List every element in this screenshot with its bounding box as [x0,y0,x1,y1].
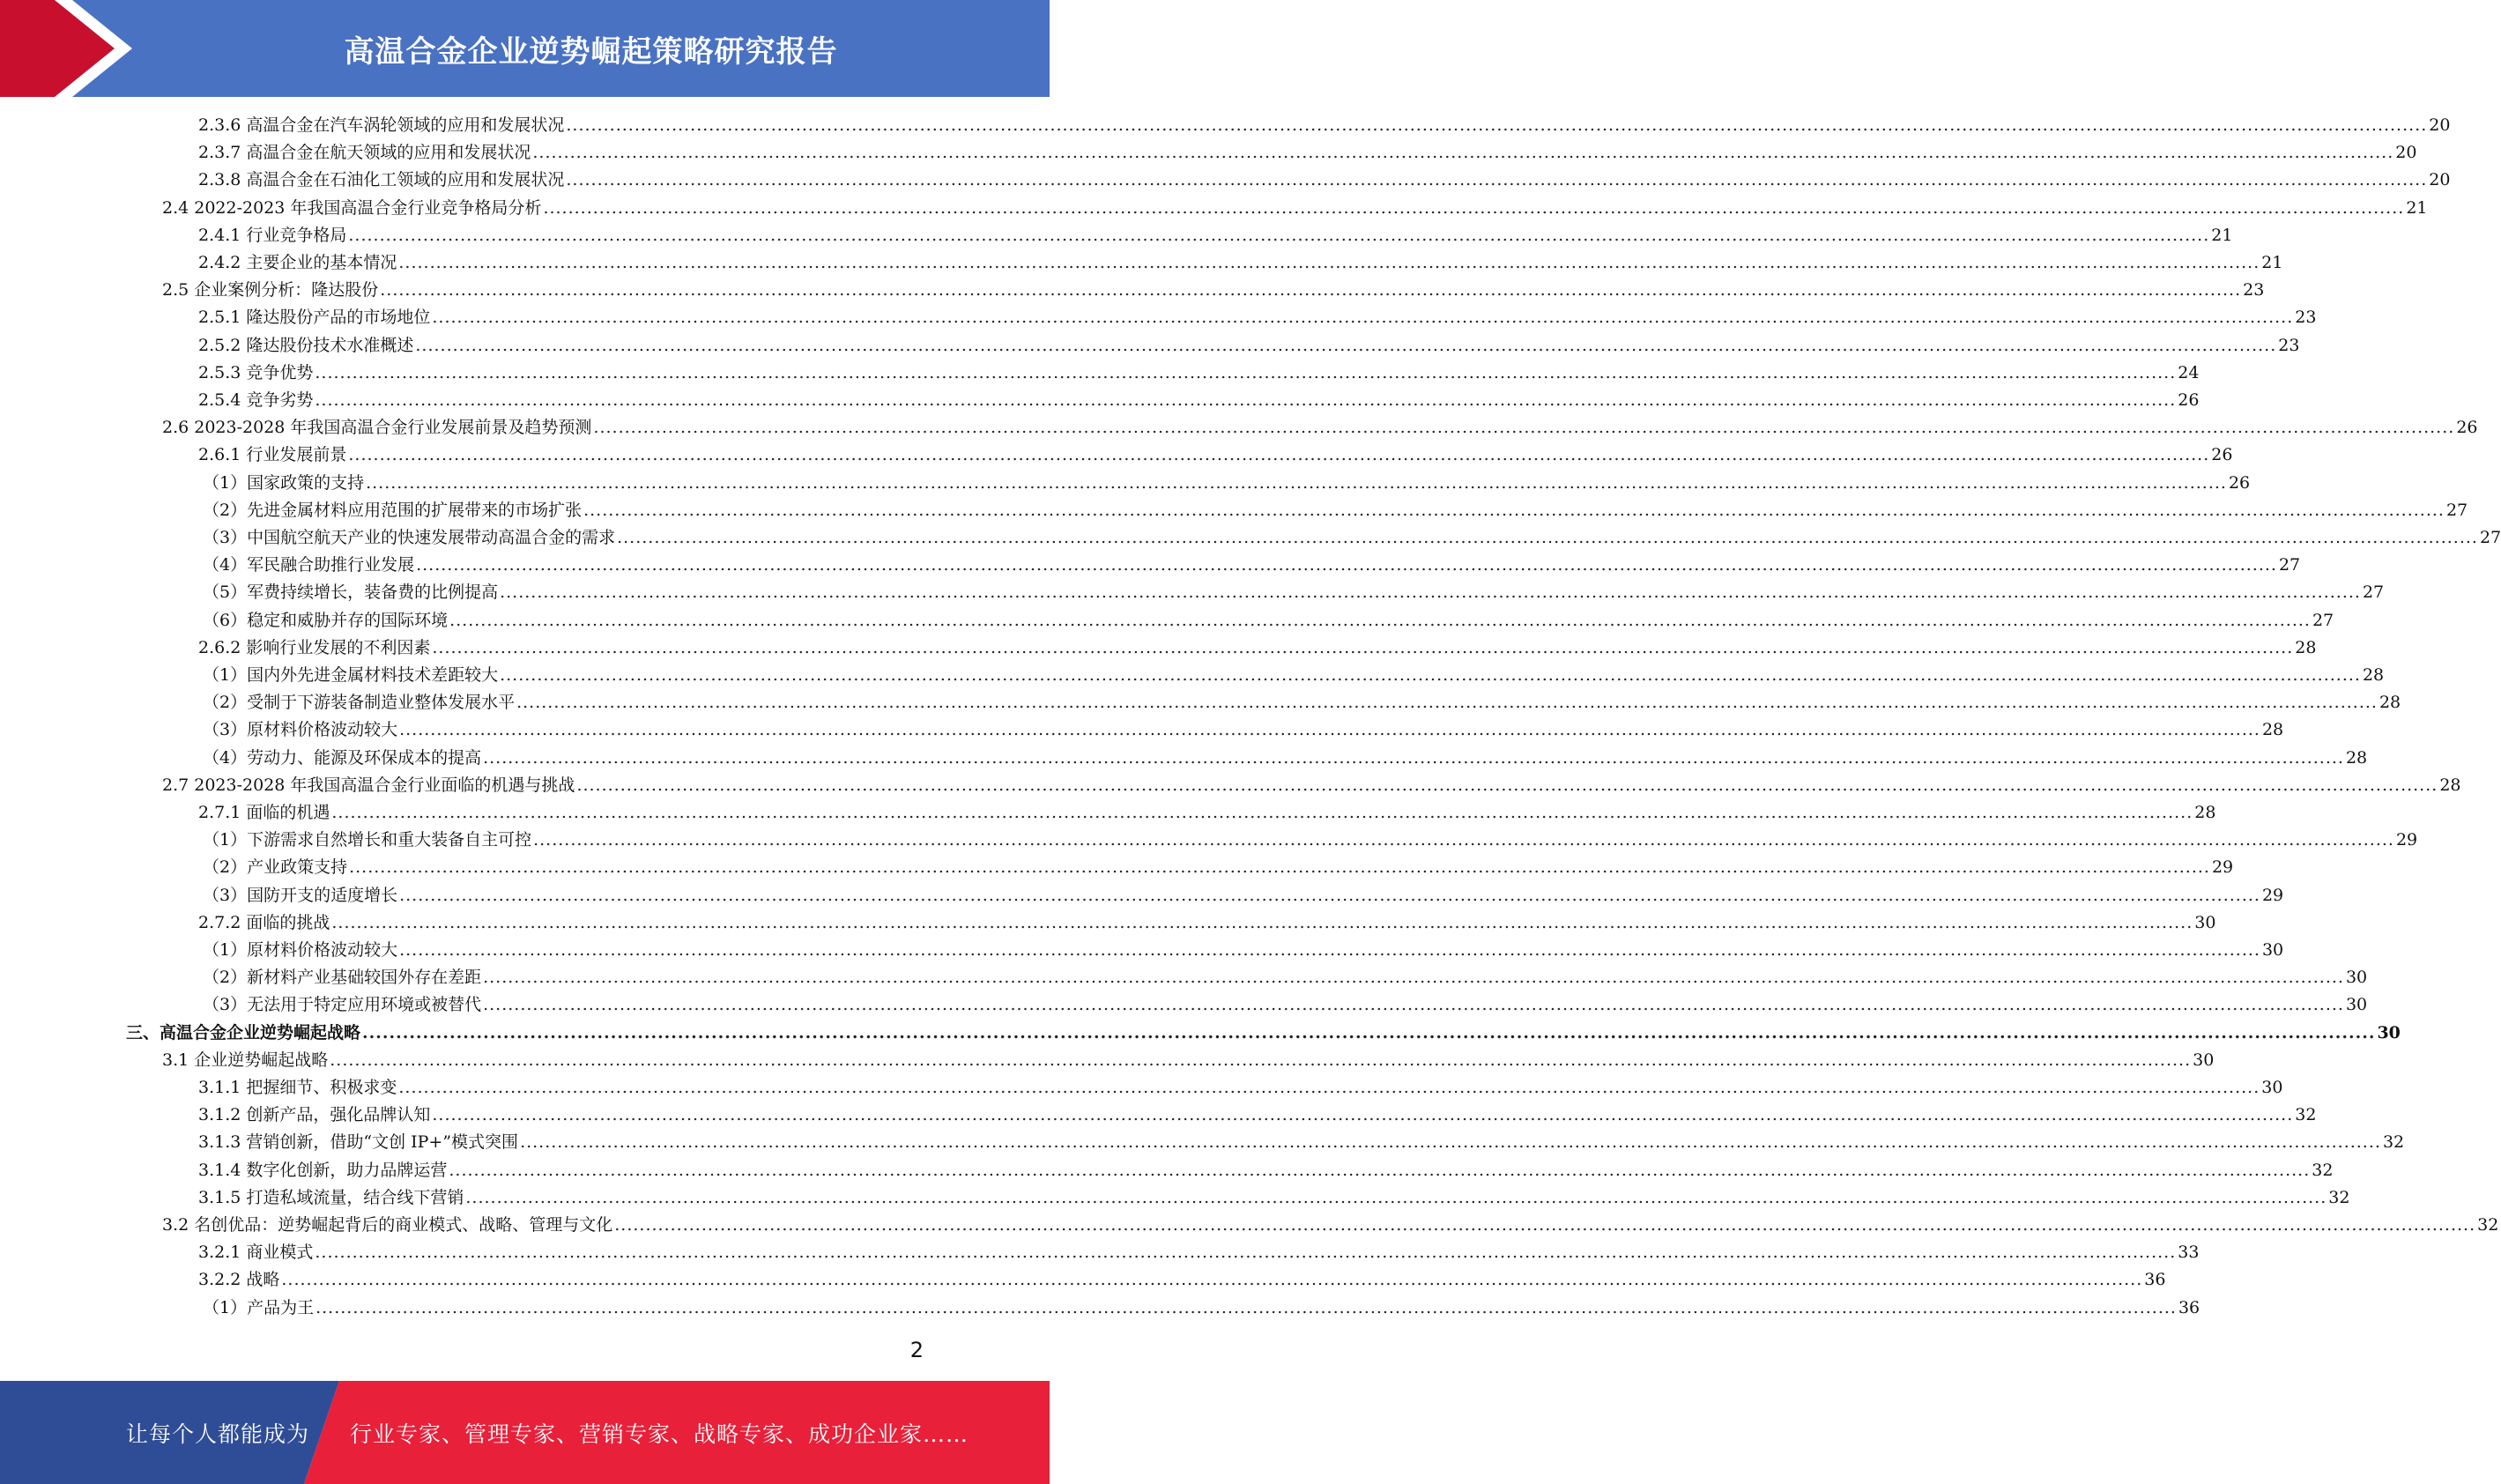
toc-entry[interactable] [203,689,2401,716]
toc-entry-page: 32 [2312,1160,2334,1180]
toc-entry-page: 20 [2429,115,2451,135]
toc-entry[interactable] [203,882,2284,909]
toc-entry-page: 30 [2193,1050,2215,1070]
toc-dot-leader: ............................................................................................................................................................................................................................................................................................................ [380,280,2242,301]
toc-entry[interactable] [162,414,2478,441]
toc-entry-label: （1）原材料价格波动较大 [203,940,398,960]
toc-entry[interactable] [203,497,2468,524]
toc-dot-leader: ............................................................................................................................................................................................................................................................................................................ [533,830,2394,850]
toc-entry-page: 23 [2295,308,2317,328]
toc-entry-page: 20 [2429,170,2451,190]
toc-entry-label: （4）军民融合助推行业发展 [203,555,415,575]
toc-entry[interactable] [198,112,2451,139]
toc-entry-label: 3.1.3 营销创新，借助“文创 IP+”模式突围 [198,1132,519,1153]
toc-entry-label: （3）国防开支的适度增长 [203,885,398,905]
toc-dot-leader: ............................................................................................................................................................................................................................................................................................................ [348,225,2210,245]
toc-dot-leader: ............................................................................................................................................................................................................................................................................................................ [614,1215,2476,1235]
toc-entry[interactable] [203,470,2251,497]
toc-entry[interactable] [198,1184,2350,1212]
toc-entry-label: （3）中国航空航天产业的快速发展带动高温合金的需求 [203,528,616,547]
toc-entry-label: （6）稳定和威胁并存的国际环境 [203,610,449,630]
toc-entry-label: 2.4.2 主要企业的基本情况 [198,253,397,272]
toc-entry-page: 32 [2328,1187,2350,1207]
toc-dot-leader: ............................................................................................................................................................................................................................................................................................................ [398,1078,2260,1097]
toc-dot-leader: ............................................................................................................................................................................................................................................................................................................ [566,115,2428,135]
toc-dot-leader: ............................................................................................................................................................................................................................................................................................................ [520,1132,2381,1153]
toc-dot-leader: ............................................................................................................................................................................................................................................................................................................ [449,610,2311,630]
toc-entry[interactable] [203,937,2284,964]
toc-entry[interactable] [203,854,2234,881]
toc-dot-leader: ............................................................................................................................................................................................................................................................................................................ [315,1243,2177,1263]
toc-entry[interactable] [198,634,2317,662]
toc-entry[interactable] [203,716,2284,744]
toc-entry-page: 29 [2211,857,2234,878]
toc-entry-label: 3.2 名创优品：逆势崛起背后的商业模式、战略、管理与文化 [162,1215,613,1235]
toc-entry[interactable] [198,249,2283,277]
toc-entry-label: 三、高温合金企业逆势崛起战略 [126,1022,361,1043]
toc-dot-leader: ............................................................................................................................................................................................................................................................................................................ [331,912,2193,932]
toc-dot-leader: ............................................................................................................................................................................................................................................................................................................ [398,253,2260,272]
toc-dot-leader: ............................................................................................................................................................................................................................................................................................................ [432,308,2294,328]
toc-entry-page: 30 [2194,912,2216,932]
page-footer [0,1381,1050,1484]
toc-entry[interactable] [198,1266,2166,1294]
page-number: 2 [909,1338,924,1362]
toc-dot-leader: ............................................................................................................................................................................................................................................................................................................ [593,418,2455,438]
toc-entry-page: 28 [2379,693,2401,713]
toc-entry-page: 27 [2362,582,2385,603]
toc-dot-leader: ............................................................................................................................................................................................................................................................................................................ [399,885,2260,905]
toc-dot-leader: ............................................................................................................................................................................................................................................................................................................ [566,170,2428,190]
toc-entry-page: 36 [2144,1270,2166,1290]
toc-entry-label: （1）国内外先进金属材料技术差距较大 [203,665,499,685]
toc-entry[interactable] [203,579,2385,606]
toc-dot-leader: ............................................................................................................................................................................................................................................................................................................ [500,582,2361,603]
page-title: 高温合金企业逆势崛起策略研究报告 [344,33,838,70]
toc-entry-label: （5）军费持续增长，装备费的比例提高 [203,582,499,603]
toc-dot-leader: ............................................................................................................................................................................................................................................................................................................ [315,1297,2177,1317]
toc-entry-page: 32 [2477,1215,2499,1235]
toc-dot-leader: ............................................................................................................................................................................................................................................................................................................ [330,1050,2192,1070]
toc-entry-label: （3）无法用于特定应用环境或被替代 [203,995,482,1015]
toc-entry[interactable] [198,387,2200,414]
toc-entry-label: 3.1 企业逆势崛起战略 [162,1050,329,1070]
toc-entry-page: 29 [2395,830,2418,850]
toc-dot-leader: ............................................................................................................................................................................................................................................................................................................ [583,500,2445,520]
toc-dot-leader: ............................................................................................................................................................................................................................................................................................................ [415,335,2277,355]
toc-entry[interactable] [198,139,2417,167]
toc-entry-page: 23 [2243,280,2265,301]
toc-entry-label: 3.1.1 把握细节、积极求变 [198,1078,397,1097]
toc-dot-leader: ............................................................................................................................................................................................................................................................................................................ [483,747,2344,768]
toc-entry-label: 2.5 企业案例分析：隆达股份 [162,280,379,301]
toc-entry-label: 2.5.2 隆达股份技术水准概述 [198,335,414,355]
toc-entry-label: 3.2.1 商业模式 [198,1243,314,1263]
toc-entry-page: 27 [2479,528,2501,547]
toc-entry-page: 30 [2261,940,2284,960]
toc-entry-page: 28 [2261,720,2284,740]
toc-dot-leader: ............................................................................................................................................................................................................................................................................................................ [281,1270,2143,1290]
toc-entry[interactable] [162,195,2428,222]
toc-entry[interactable] [203,524,2501,552]
toc-entry[interactable] [198,909,2216,937]
toc-entry-label: （1）国家政策的支持 [203,472,365,493]
toc-entry-label: 3.1.4 数字化创新，助力品牌运营 [198,1160,448,1180]
toc-entry-label: 2.7.1 面临的机遇 [198,803,330,822]
toc-entry-label: 2.3.7 高温合金在航天领域的应用和发展状况 [198,143,531,163]
toc-entry-page: 30 [2345,968,2368,988]
toc-dot-leader: ............................................................................................................................................................................................................................................................................................................ [315,390,2177,410]
toc-entry[interactable] [198,222,2233,249]
toc-entry-page: 26 [2228,472,2251,493]
toc-entry[interactable] [203,1295,2200,1322]
toc-entry-page: 32 [2295,1105,2317,1125]
toc-entry-page: 21 [2261,253,2283,272]
toc-dot-leader: ............................................................................................................................................................................................................................................................................................................ [399,940,2260,960]
toc-entry[interactable] [198,1239,2200,1266]
toc-dot-leader: ............................................................................................................................................................................................................................................................................................................ [617,528,2478,547]
toc-entry-page: 21 [2211,225,2233,245]
toc-entry-page: 23 [2278,335,2300,355]
toc-dot-leader: ............................................................................................................................................................................................................................................................................................................ [543,197,2405,218]
toc-entry-page: 27 [2445,500,2468,520]
toc-entry[interactable] [203,552,2301,579]
toc-entry[interactable] [162,1047,2215,1074]
toc-dot-leader: ............................................................................................................................................................................................................................................................................................................ [349,857,2210,878]
toc-entry-label: （2）先进金属材料应用范围的扩展带来的市场扩张 [203,500,583,520]
toc-entry[interactable] [162,277,2265,304]
toc-dot-leader: ............................................................................................................................................................................................................................................................................................................ [483,968,2344,988]
toc-entry[interactable] [198,441,2233,469]
toc-dot-leader: ............................................................................................................................................................................................................................................................................................................ [331,803,2193,822]
toc-dot-leader: ............................................................................................................................................................................................................................................................................................................ [483,995,2344,1015]
toc-dot-leader: ............................................................................................................................................................................................................................................................................................................ [366,472,2227,493]
toc-entry-page: 36 [2178,1297,2200,1317]
toc-entry[interactable] [198,167,2451,194]
toc-entry-label: 2.4.1 行业竞争格局 [198,225,347,245]
toc-entry-page: 32 [2382,1132,2405,1153]
toc-entry-label: 3.1.2 创新产品，强化品牌认知 [198,1105,431,1125]
toc-entry[interactable] [203,662,2385,689]
toc-entry-page: 26 [2456,418,2478,438]
toc-entry-label: 2.3.6 高温合金在汽车涡轮领域的应用和发展状况 [198,115,565,135]
toc-entry[interactable] [203,827,2418,854]
toc-entry-page: 33 [2178,1243,2200,1263]
toc-entry-label: 2.4 2022-2023 年我国高温合金行业竞争格局分析 [162,197,542,218]
toc-entry-page: 27 [2312,610,2334,630]
toc-entry-label: 2.6.2 影响行业发展的不利因素 [198,637,431,657]
toc-dot-leader: ............................................................................................................................................................................................................................................................................................................ [449,1160,2311,1180]
toc-entry[interactable] [203,745,2368,772]
toc-entry-label: 2.5.1 隆达股份产品的市场地位 [198,308,431,328]
toc-entry[interactable] [198,360,2200,387]
toc-entry-label: 2.7.2 面临的挑战 [198,912,330,932]
toc-dot-leader: ............................................................................................................................................................................................................................................................................................................ [348,445,2210,465]
toc-entry-page: 30 [2377,1022,2401,1043]
toc-entry-label: 3.2.2 战略 [198,1270,280,1290]
toc-entry-page: 21 [2406,197,2428,218]
toc-entry[interactable] [198,332,2300,360]
toc-entry-label: 2.3.8 高温合金在石油化工领域的应用和发展状况 [198,170,565,190]
toc-dot-leader: ............................................................................................................................................................................................................................................................................................................ [432,637,2294,657]
toc-entry-label: （2）产业政策支持 [203,857,348,878]
toc-entry[interactable] [203,964,2368,991]
toc-dot-leader: ............................................................................................................................................................................................................................................................................................................ [465,1187,2327,1207]
toc-entry[interactable] [198,304,2317,331]
toc-entry-page: 24 [2178,362,2200,382]
toc-entry[interactable] [162,772,2461,799]
toc-entry[interactable] [198,1157,2334,1184]
toc-dot-leader: ............................................................................................................................................................................................................................................................................................................ [416,555,2277,575]
toc-entry-label: （3）原材料价格波动较大 [203,720,398,740]
toc-entry-page: 28 [2439,775,2461,795]
toc-entry-page: 28 [2295,637,2317,657]
footer-slogan-right: 行业专家、管理专家、营销专家、战略专家、成功企业家…… [350,1421,969,1447]
toc-entry-label: （2）新材料产业基础较国外存在差距 [203,968,482,988]
footer-slogan-left: 让每个人都能成为 [126,1421,310,1447]
toc-entry-label: 2.6.1 行业发展前景 [198,445,347,465]
toc-entry-page: 27 [2278,555,2301,575]
toc-dot-leader: ............................................................................................................................................................................................................................................................................................................ [516,693,2378,713]
toc-entry-label: （4）劳动力、能源及环保成本的提高 [203,747,482,768]
toc-entry-label: 3.1.5 打造私域流量，结合线下营销 [198,1187,464,1207]
page-header [0,0,1050,97]
toc-entry-page: 30 [2261,1078,2283,1097]
toc-dot-leader: ............................................................................................................................................................................................................................................................................................................ [500,665,2361,685]
toc-entry[interactable] [126,1020,2401,1047]
toc-entry[interactable] [198,1129,2405,1156]
toc-entry[interactable] [198,1102,2317,1129]
toc-entry-page: 28 [2345,747,2368,768]
toc-entry[interactable] [162,1212,2499,1239]
toc-entry-page: 26 [2211,445,2233,465]
toc-entry-page: 26 [2178,390,2200,410]
toc-entry[interactable] [203,607,2334,634]
toc-entry-page: 20 [2395,143,2417,163]
toc-entry-label: 2.7 2023-2028 年我国高温合金行业面临的机遇与挑战 [162,775,575,795]
toc-dot-leader: ............................................................................................................................................................................................................................................................................................................ [315,362,2177,382]
toc-dot-leader: ............................................................................................................................................................................................................................................................................................................ [576,775,2438,795]
toc-entry[interactable] [198,799,2216,827]
toc-entry-page: 28 [2362,665,2385,685]
toc-dot-leader: ............................................................................................................................................................................................................................................................................................................ [532,143,2394,163]
toc-entry-label: （2）受制于下游装备制造业整体发展水平 [203,693,516,713]
toc-dot-leader: ............................................................................................................................................................................................................................................................................................................ [399,720,2260,740]
toc-entry[interactable] [203,991,2368,1019]
toc-entry-label: 2.5.3 竞争优势 [198,362,314,382]
toc-entry-page: 28 [2194,803,2216,822]
toc-entry-page: 29 [2261,885,2284,905]
toc-entry-label: 2.5.4 竞争劣势 [198,390,314,410]
toc-dot-leader: ............................................................................................................................................................................................................................................................................................................ [362,1022,2376,1043]
toc-entry-label: （1）产品为王 [203,1297,315,1317]
toc-entry-label: （1）下游需求自然增长和重大装备自主可控 [203,830,532,850]
toc-dot-leader: ............................................................................................................................................................................................................................................................................................................ [432,1105,2294,1125]
toc-entry-page: 30 [2345,995,2368,1015]
toc-entry-label: 2.6 2023-2028 年我国高温合金行业发展前景及趋势预测 [162,418,592,438]
toc-entry[interactable] [198,1074,2283,1102]
